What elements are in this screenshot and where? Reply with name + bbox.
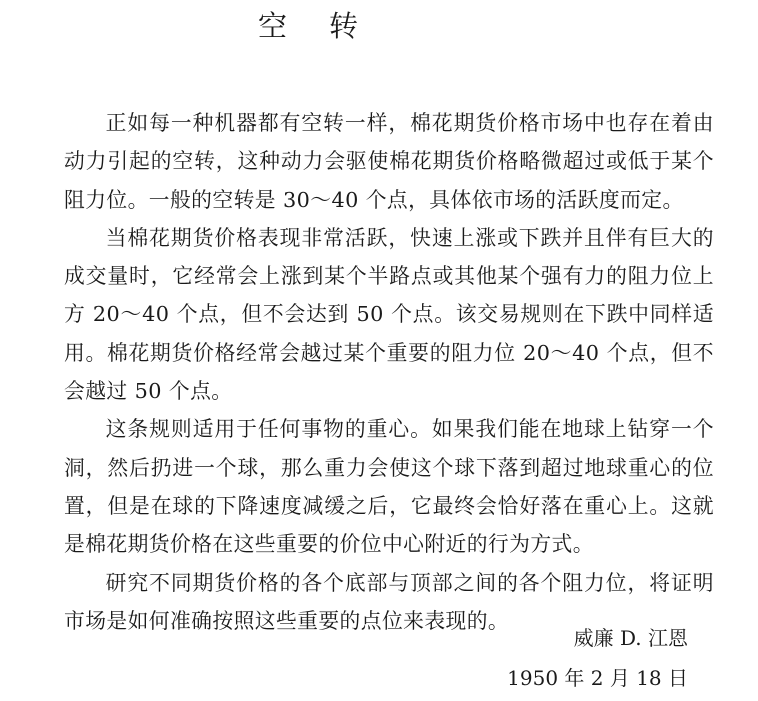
document-body [64,104,714,640]
paragraph-1: 正如每一种机器都有空转一样，棉花期货价格市场中也存在着由动力引起的空转，这种动力会驱使棉花期货价格略微超过或低于某个阻力位。一般的空转是 30～40 个点，具体依市场的活跃度而定。 [64,111,714,212]
page-title: 空转 [257,9,400,43]
signature-block [507,618,688,698]
paragraph-2: 当棉花期货价格表现非常活跃，快速上涨或下跌并且伴有巨大的成交量时，它经常会上涨到某个半路点或其他某个强有力的阻力位上方 20～40 个点，但不会达到 50 个点。该交易规则在下跌中同样适用。棉花期货价格经常会越过某个重要的阻力位 20～40 个点，但不会越过 50 个点。 [64,225,714,404]
author-name: 威廉 D. 江恩 [573,626,688,650]
signature-date: 1950 年 2 月 18 日 [507,666,688,690]
paragraph-4: 研究不同期货价格的各个底部与顶部之间的各个阻力位，将证明市场是如何准确按照这些重要的点位来表现的。 [64,570,714,633]
paragraph-3: 这条规则适用于任何事物的重心。如果我们能在地球上钻穿一个洞，然后扔进一个球，那么重力会使这个球下落到超过地球重心的位置，但是在球的下降速度减缓之后，它最终会恰好落在重心上。这就是棉花期货价格在这些重要的价位中心附近的行为方式。 [64,417,714,557]
